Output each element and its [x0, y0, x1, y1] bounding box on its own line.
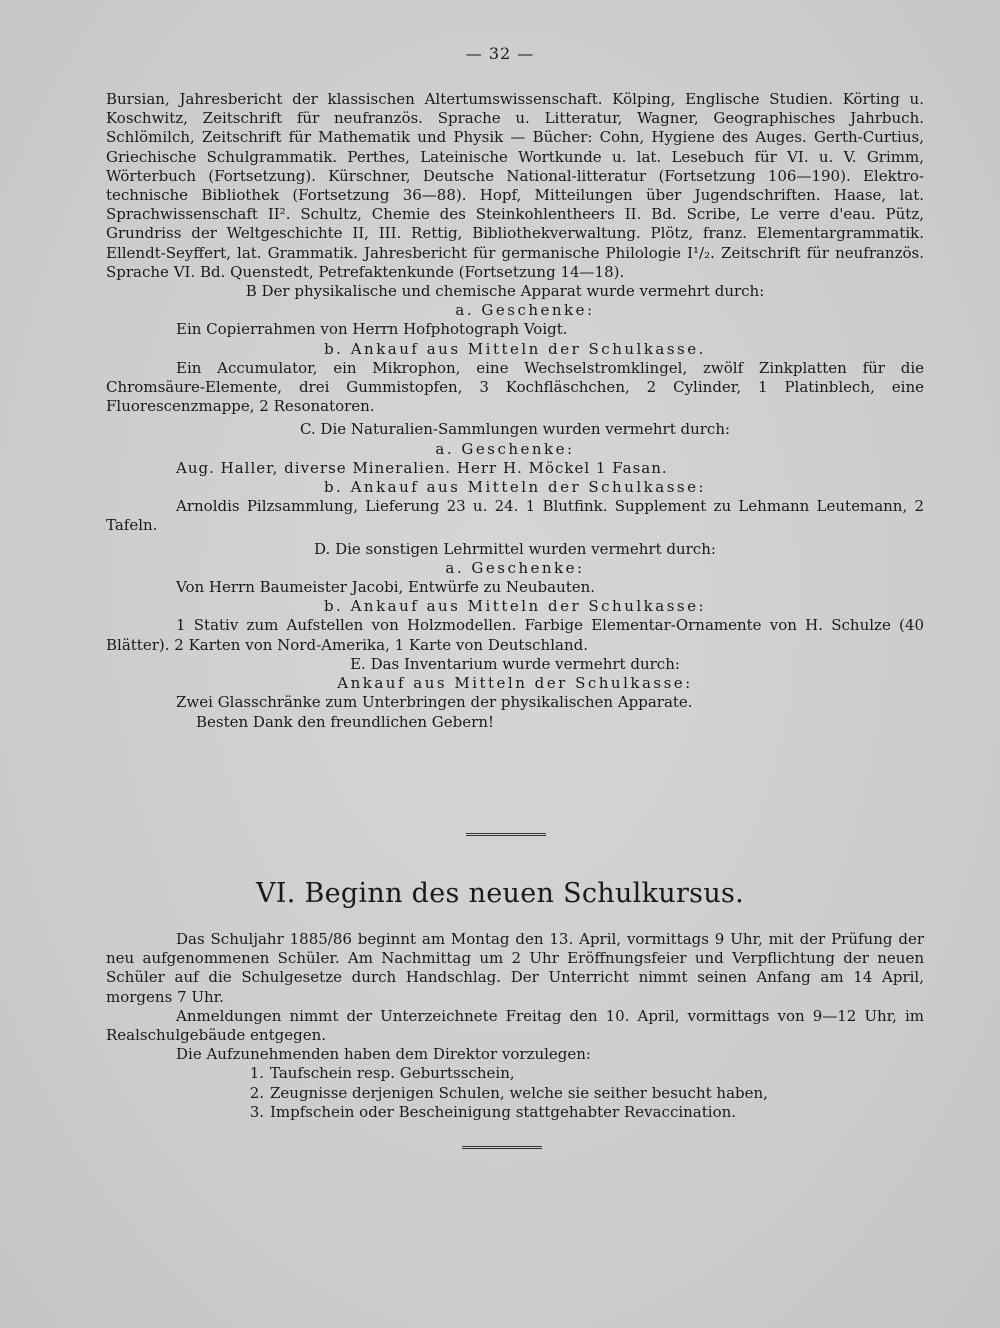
divider-rule — [466, 833, 546, 836]
page-number: — 32 — — [465, 44, 535, 63]
book-list-paragraph: Bursian, Jahresbericht der klassischen Altertumswissenschaft. Kölping, Englische Studien. Körting u. Koschwitz, Zeitschrift für neufranzös. Sprache u. Litteratur, Wagner, Geographisches Jahrbuch. Schlömilch, Zeitschrift für Mathematik und Physik — Bücher: Cohn, Hygiene des Auges. Gerth-Curtius, Griechische Schulgrammatik. Perthes, Lateinische Wortkunde u. lat. Lesebuch für VI. u. V. Grimm, Wörterbuch (Fortsetzung). Kürschner, Deutsche National-litteratur (Fortsetzung 106—190). Elektro-technische Bibliothek (Fortsetzung 36—88). Hopf, Mitteilungen über Jugendschriften. Haase, lat. Sprachwissenschaft II². Schultz, Chemie des Steinkohlentheers II. Bd. Scribe, Le verre d'eau. Pütz, Grundriss der Weltgeschichte II, III. Rettig, Bibliothekverwaltung. Plötz, franz. Elementargrammatik. Ellendt-Seyffert, lat. Grammatik. Jahresbericht für germanische Philologie I¹/₂. Zeitschrift für neufranzös. Sprache VI. Bd. Quenstedt, Petrefaktenkunde (Fortsetzung 14—18). — [106, 90, 924, 281]
section-c-b-text: Arnoldis Pilzsammlung, Lieferung 23 u. 24. 1 Blutfink. Supplement zu Lehmann Leutemann, 2 Tafeln. — [106, 497, 924, 535]
section-b-a-label: a. Geschenke: — [455, 301, 595, 320]
section-d-heading: D. Die sonstigen Lehrmittel wurden vermehrt durch: — [314, 539, 716, 558]
section-d-a-label: a. Geschenke: — [445, 558, 585, 577]
section-vi-paragraph-1: Das Schuljahr 1885/86 beginnt am Montag den 13. April, vormittags 9 Uhr, mit der Prüfung der neu aufgenommenen Schüler. Am Nachmittag um 2 Uhr Eröffnungsfeier und Verpflichtung der neuen Schüler auf die Schulgesetze durch Handschlag. Der Unterricht nimmt seinen Anfang am 14 April, morgens 7 Uhr. — [106, 930, 924, 1006]
list-item: 2. Zeugnisse derjenigen Schulen, welche sie seither besucht haben, — [249, 1083, 768, 1102]
section-e-heading: E. Das Inventarium wurde vermehrt durch: — [350, 654, 680, 673]
section-vi-body — [106, 930, 924, 1122]
required-documents-list — [106, 1064, 924, 1122]
section-c-a-text: Aug. Haller, diverse Mineralien. Herr H. Möckel 1 Fasan. — [176, 458, 668, 477]
book-list-block — [106, 90, 924, 732]
section-vi-title: VI. Beginn des neuen Schulkursus. — [255, 878, 745, 909]
section-vi-paragraph-2: Anmeldungen nimmt der Unterzeichnete Freitag den 10. April, vormittags von 9—12 Uhr, im Realschulgebäude entgegen. — [106, 1006, 924, 1045]
section-b-b-text: Ein Accumulator, ein Mikrophon, eine Wechselstromklingel, zwölf Zinkplatten für die Chromsäure-Elemente, drei Gummistopfen, 3 Kochfläschchen, 2 Cylinder, 1 Platinblech, eine Fluorescenzmappe, 2 Resonatoren. — [106, 358, 924, 416]
section-d-b-text: 1 Stativ zum Aufstellen von Holzmodellen. Farbige Elementar-Ornamente von H. Schulze (40 Blätter). 2 Karten von Nord-Amerika, 1 Karte von Deutschland. — [106, 616, 924, 654]
section-b-a-text: Ein Copierrahmen von Herrn Hofphotograph Voigt. — [176, 320, 568, 339]
end-rule — [462, 1146, 542, 1149]
thanks-line: Besten Dank den freundlichen Gebern! — [196, 712, 495, 731]
section-c-b-label: b. Ankauf aus Mitteln der Schulkasse: — [323, 478, 707, 497]
section-e-text: Zwei Glasschränke zum Unterbringen der physikalischen Apparate. — [176, 693, 693, 712]
section-d-a-text: Von Herrn Baumeister Jacobi, Entwürfe zu Neubauten. — [176, 578, 596, 597]
section-d-b-label: b. Ankauf aus Mitteln der Schulkasse: — [323, 597, 707, 616]
section-b-b-label: b. Ankauf aus Mitteln der Schulkasse. — [324, 339, 706, 358]
section-e-label: Ankauf aus Mitteln der Schulkasse: — [337, 674, 693, 693]
section-c-a-label: a. Geschenke: — [435, 439, 575, 458]
list-item: 1. Taufschein resp. Geburtsschein, — [249, 1064, 515, 1083]
section-vi-paragraph-3: Die Aufzunehmenden haben dem Direktor vorzulegen: — [176, 1045, 591, 1064]
section-c-heading: C. Die Naturalien-Sammlungen wurden vermehrt durch: — [299, 420, 731, 439]
section-b-heading: B Der physikalische und chemische Apparat wurde vermehrt durch: — [245, 282, 765, 301]
list-item: 3. Impfschein oder Bescheinigung stattgehabter Revaccination. — [249, 1102, 737, 1121]
